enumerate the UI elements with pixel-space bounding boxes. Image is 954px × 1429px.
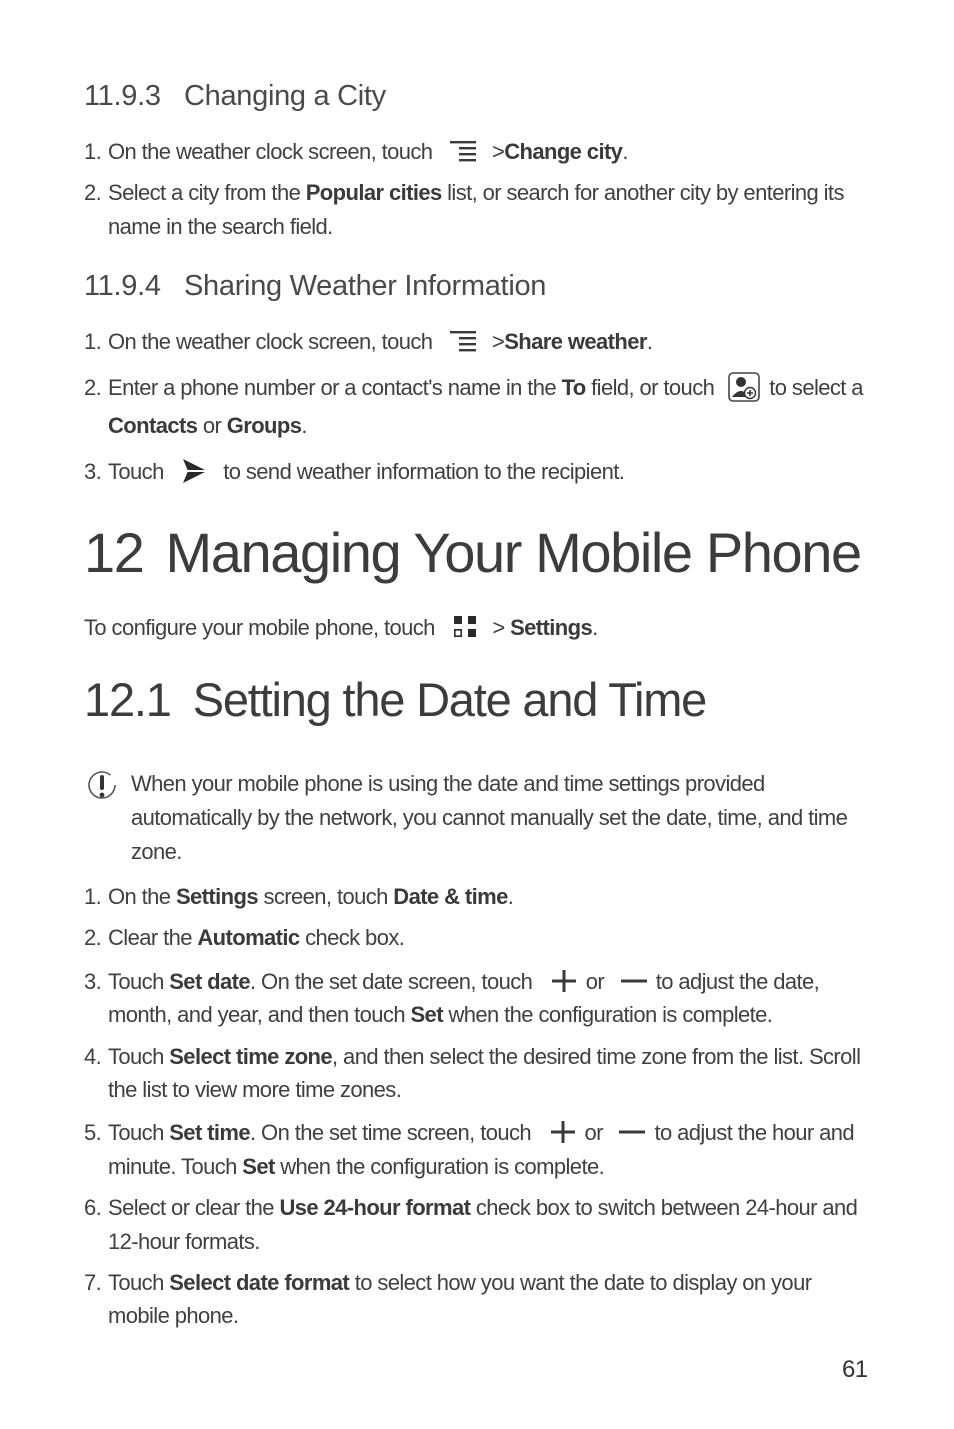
step-text: Touch bbox=[108, 459, 164, 484]
step-12-1-4-cont: the list to view more time zones. bbox=[108, 1077, 402, 1102]
or-text: or bbox=[585, 969, 605, 994]
step-12-1-1 bbox=[84, 883, 513, 911]
step-11-9-3-2-cont: name in the search field. bbox=[108, 214, 333, 239]
step-12-1-5-cont bbox=[108, 1153, 604, 1181]
menu-icon bbox=[450, 329, 480, 353]
step-11-9-4-2-cont bbox=[108, 412, 307, 440]
change-city-label: Change city bbox=[504, 139, 623, 164]
step-number: 7. bbox=[84, 1270, 102, 1295]
step-text: or bbox=[202, 413, 222, 438]
step-text: to select how you want the date to display on your bbox=[354, 1270, 812, 1295]
step-text: Select a city from the bbox=[108, 180, 301, 205]
step-11-9-4-1 bbox=[84, 328, 652, 356]
step-number: 6. bbox=[84, 1195, 102, 1220]
settings-label: Settings bbox=[175, 884, 258, 909]
contacts-label: Contacts bbox=[108, 413, 198, 438]
step-number: 4. bbox=[84, 1044, 102, 1069]
menu-icon bbox=[450, 139, 480, 163]
or-text: or bbox=[584, 1120, 603, 1145]
step-number: 1. bbox=[84, 329, 102, 354]
send-icon bbox=[181, 457, 209, 485]
step-text: Touch bbox=[108, 1270, 164, 1295]
step-12-1-3-cont bbox=[108, 1001, 772, 1029]
share-weather-label: Share weather bbox=[504, 329, 647, 354]
select-time-zone-label: Select time zone bbox=[169, 1044, 333, 1069]
step-number: 5. bbox=[84, 1120, 102, 1145]
punct: . bbox=[622, 139, 628, 164]
plus-icon bbox=[549, 1120, 577, 1144]
step-text: month, and year, and then touch bbox=[108, 1002, 405, 1027]
step-text: , and then select the desired time zone from the list. Scroll bbox=[332, 1044, 861, 1069]
step-text: Select or clear the bbox=[108, 1195, 274, 1220]
set-date-label: Set date bbox=[169, 969, 251, 994]
step-11-9-4-3 bbox=[84, 458, 624, 487]
date-time-label: Date & time bbox=[393, 884, 508, 909]
add-contact-icon bbox=[728, 372, 760, 402]
step-12-1-6 bbox=[84, 1194, 857, 1222]
use-24-hour-format-label: Use 24-hour format bbox=[279, 1195, 471, 1220]
step-text: Enter a phone number or a contact's name in the bbox=[108, 375, 557, 400]
punct: . bbox=[301, 413, 307, 438]
plus-icon bbox=[550, 969, 578, 993]
page-number: 61 bbox=[842, 1356, 868, 1383]
step-text: to select a bbox=[769, 375, 863, 400]
set-label: Set bbox=[410, 1002, 443, 1027]
step-12-1-2 bbox=[84, 924, 404, 952]
note-line-3: zone. bbox=[131, 839, 182, 864]
automatic-label: Automatic bbox=[197, 925, 300, 950]
step-text: Touch bbox=[108, 1044, 164, 1069]
step-text: list, or search for another city by entering its bbox=[447, 180, 844, 205]
step-number: 1. bbox=[84, 884, 102, 909]
separator: > bbox=[492, 615, 505, 640]
note-icon bbox=[86, 770, 118, 802]
to-field-label: To bbox=[561, 375, 586, 400]
step-12-1-3 bbox=[84, 968, 819, 996]
step-11-9-4-2 bbox=[84, 374, 863, 404]
apps-grid-icon bbox=[452, 615, 478, 639]
punct: . bbox=[507, 884, 514, 909]
step-text: Clear the bbox=[108, 925, 192, 950]
step-text: Touch bbox=[108, 1120, 164, 1145]
section-number: 11.9.4 bbox=[84, 270, 161, 302]
section-title: Changing a City bbox=[184, 80, 386, 112]
step-12-1-4 bbox=[84, 1043, 860, 1071]
chapter-title: Managing Your Mobile Phone bbox=[165, 521, 861, 584]
step-text: . On the set date screen, touch bbox=[250, 969, 533, 994]
step-number: 2. bbox=[84, 375, 102, 400]
step-12-1-7-cont: mobile phone. bbox=[108, 1303, 239, 1328]
step-11-9-3-2 bbox=[84, 179, 844, 207]
step-text: to adjust the date, bbox=[655, 969, 820, 994]
step-text: check box to switch between 24-hour and bbox=[475, 1195, 858, 1220]
note-line-2: automatically by the network, you cannot manually set the date, time, and time bbox=[131, 805, 848, 830]
step-text: field, or touch bbox=[591, 375, 715, 400]
section-title: Sharing Weather Information bbox=[184, 270, 547, 302]
punct: . bbox=[646, 329, 653, 354]
step-number: 1. bbox=[84, 139, 102, 164]
step-text: On the weather clock screen, touch bbox=[108, 329, 433, 354]
step-text: Touch bbox=[108, 969, 164, 994]
step-text: check box. bbox=[305, 925, 405, 950]
step-text: screen, touch bbox=[263, 884, 388, 909]
popular-cities-label: Popular cities bbox=[305, 180, 442, 205]
step-text: when the configuration is complete. bbox=[448, 1002, 773, 1027]
step-12-1-6-cont: 12-hour formats. bbox=[108, 1229, 260, 1254]
step-text: On the bbox=[108, 884, 171, 909]
step-number: 2. bbox=[84, 925, 102, 950]
step-text: minute. Touch bbox=[108, 1154, 237, 1179]
step-text: On the weather clock screen, touch bbox=[108, 139, 433, 164]
heading-11-9-3 bbox=[84, 80, 386, 113]
set-time-label: Set time bbox=[169, 1120, 251, 1145]
chapter-number: 12 bbox=[84, 521, 144, 584]
section-number: 11.9.3 bbox=[84, 80, 161, 112]
settings-label: Settings bbox=[510, 615, 593, 640]
punct: . bbox=[592, 615, 598, 640]
groups-label: Groups bbox=[226, 413, 302, 438]
step-text: . On the set time screen, touch bbox=[250, 1120, 532, 1145]
set-label: Set bbox=[242, 1154, 275, 1179]
step-number: 3. bbox=[84, 459, 102, 484]
section-title: Setting the Date and Time bbox=[192, 673, 707, 726]
note-line-1: When your mobile phone is using the date and time settings provided bbox=[131, 771, 765, 796]
step-number: 3. bbox=[84, 969, 102, 994]
heading-12-1 bbox=[84, 672, 706, 727]
heading-chapter-12 bbox=[84, 520, 861, 585]
step-11-9-3-1 bbox=[84, 138, 628, 166]
minus-icon bbox=[618, 1120, 646, 1144]
heading-11-9-4 bbox=[84, 270, 546, 303]
step-number: 2. bbox=[84, 180, 102, 205]
step-12-1-5 bbox=[84, 1119, 854, 1147]
select-date-format-label: Select date format bbox=[169, 1270, 350, 1295]
step-text: when the configuration is complete. bbox=[280, 1154, 605, 1179]
minus-icon bbox=[620, 969, 648, 993]
step-text: to send weather information to the recipient. bbox=[223, 459, 625, 484]
step-text: to adjust the hour and bbox=[654, 1120, 855, 1145]
step-12-1-7 bbox=[84, 1269, 811, 1297]
intro-text: To configure your mobile phone, touch bbox=[84, 615, 435, 640]
intro-12 bbox=[84, 614, 598, 642]
separator: > bbox=[491, 329, 505, 354]
section-number: 12.1 bbox=[84, 673, 171, 726]
separator: > bbox=[491, 139, 505, 164]
